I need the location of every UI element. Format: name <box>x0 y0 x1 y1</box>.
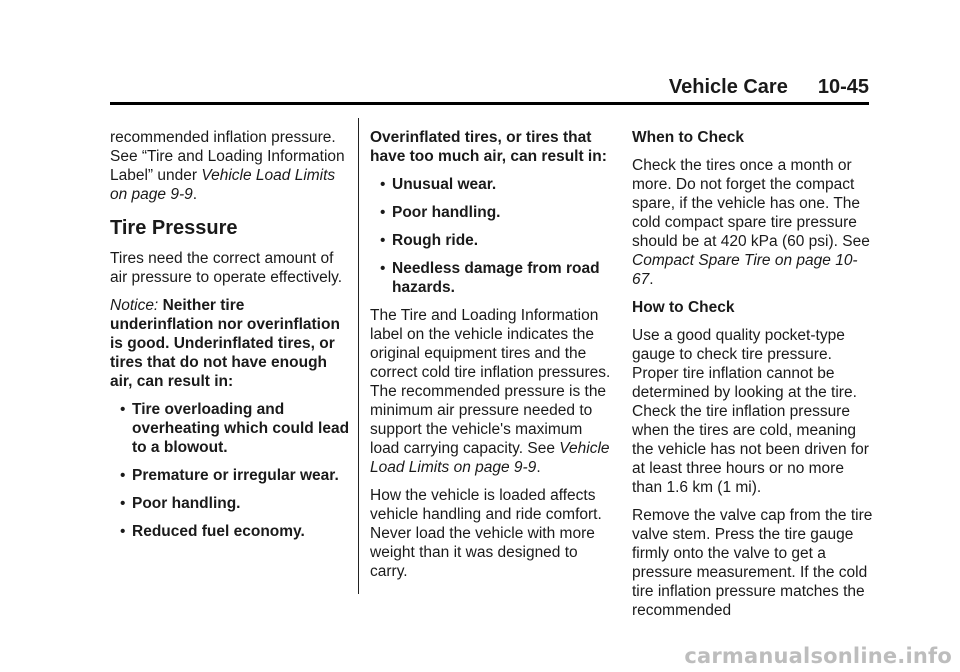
notice-label: Notice: <box>110 297 159 314</box>
notice-text: Neither tire underinflation nor overinflation is good. Underinflated tires, or tires that do not have enough air, can result in: <box>110 297 340 390</box>
subheading: When to Check <box>632 129 744 146</box>
bullet-list <box>110 400 352 541</box>
paragraph-text: Check the tires once a month or more. Do not forget the compact spare, if the vehicle has one. The cold compact spare tire pressure should be at 420 kPa (60 psi). See <box>632 157 870 250</box>
paragraph <box>632 156 874 289</box>
paragraph: How the vehicle is loaded affects vehicle handling and ride comfort. Never load the vehicle with more weight than it was designed to carry. <box>370 487 602 580</box>
bullet-list <box>370 175 612 297</box>
paragraph: Remove the valve cap from the tire valve stem. Press the tire gauge firmly onto the valve to get a pressure measurement. If the cold tire inflation pressure matches the recommended <box>632 507 873 619</box>
paragraph <box>370 306 612 477</box>
subheading: How to Check <box>632 299 735 316</box>
paragraph <box>110 128 352 204</box>
list-item: • Poor handling. <box>380 204 501 221</box>
list-item: • Tire overloading and overheating which could lead to a blowout. <box>120 401 350 456</box>
paragraph: Tires need the correct amount of air pressure to operate effectively. <box>110 250 343 286</box>
notice <box>110 296 352 391</box>
column-divider <box>358 118 359 594</box>
list-item: • Rough ride. <box>380 232 479 249</box>
paragraph: Overinflated tires, or tires that have too much air, can result in: <box>370 129 607 165</box>
paragraph-text: . <box>649 271 654 288</box>
column-2 <box>370 128 612 590</box>
list-item: • Premature or irregular wear. <box>120 467 339 484</box>
list-item: • Unusual wear. <box>380 176 497 193</box>
header-rule <box>110 102 869 105</box>
section-heading: Tire Pressure <box>110 217 238 239</box>
watermark: carmanualsonline.info <box>684 644 952 668</box>
page-number: 10-45 <box>817 76 869 98</box>
cross-reference[interactable]: Compact Spare Tire on page 10-67 <box>632 252 858 288</box>
column-3 <box>632 128 874 629</box>
column-1 <box>110 128 352 550</box>
paragraph-text: . <box>536 459 541 476</box>
page-header <box>110 76 869 99</box>
cross-reference[interactable]: Vehicle Load Limits on page 9-9 <box>110 167 336 203</box>
paragraph-text: The Tire and Loading Information label on the vehicle indicates the original equipment tires and the correct cold tire inflation pressures. The recommended pressure is the minimum air pressure needed to support the vehicle's maximum load carrying capacity. See <box>370 307 611 457</box>
list-item: • Needless damage from road hazards. <box>380 260 600 296</box>
paragraph-text: recommended inflation pressure. See “Tire and Loading Information Label” under <box>110 129 345 184</box>
list-item: • Poor handling. <box>120 495 241 512</box>
cross-reference[interactable]: Vehicle Load Limits on page 9-9 <box>370 440 610 476</box>
section-title: Vehicle Care <box>668 76 788 98</box>
list-item: • Reduced fuel economy. <box>120 523 305 540</box>
paragraph-text: . <box>192 186 198 203</box>
paragraph: Use a good quality pocket-type gauge to check tire pressure. Proper tire inflation cannot be determined by looking at the tire. Check the tire inflation pressure when the tires are cold, meaning the vehicle has not been driven for at least three hours or no more than 1.6 km (1 mi). <box>632 327 869 496</box>
